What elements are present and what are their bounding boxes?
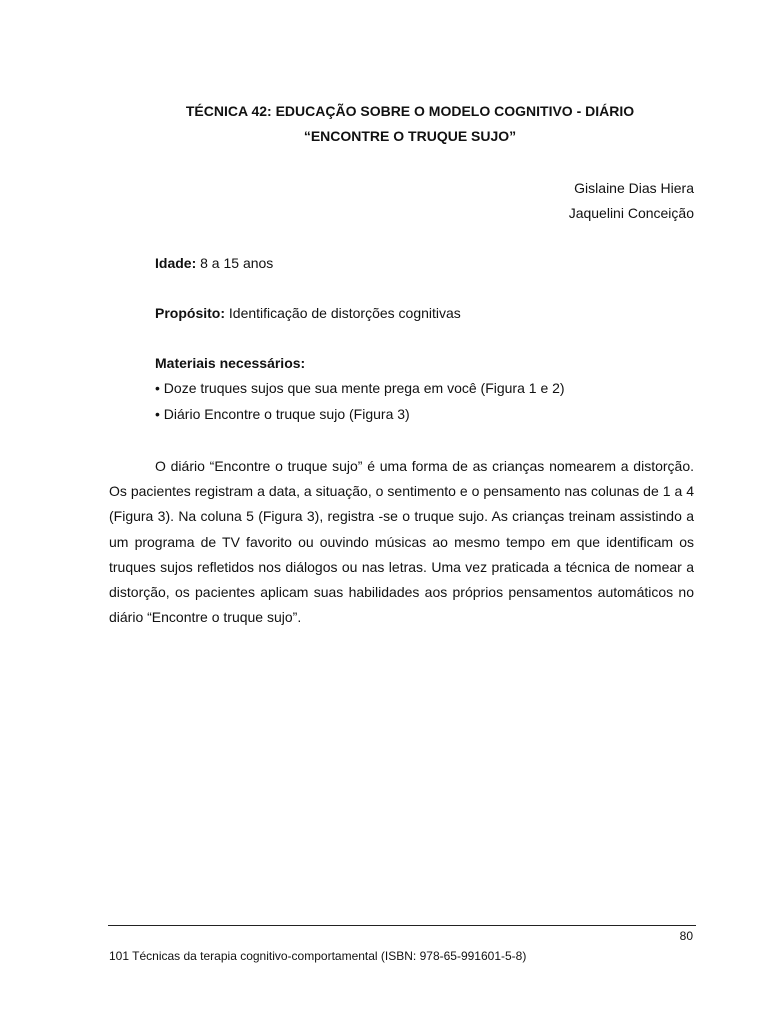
author-2: Jaquelini Conceição: [568, 205, 694, 221]
idade-label: Idade:: [155, 255, 197, 271]
body-paragraph: O diário “Encontre o truque sujo” é uma forma de as crianças nomearem a distorção. Os pacientes registram a data, a situação, o sentimento e o pensamento nas colunas de 1 a 4 (Figura 3). Na coluna 5 (Figura 3), registra -se o truque sujo. As crianças treinam assistindo a um programa de TV favorito ou ouvindo músicas ao mesmo tempo em que identificam os truques sujos refletidos nos diálogos ou nas letras. Uma vez praticada a técnica de nomear a distorção, os pacientes aplicam suas habilidades aos próprios pensamentos automáticos no diário “Encontre o truque sujo”.: [109, 458, 694, 626]
author-1: Gislaine Dias Hiera: [574, 180, 694, 196]
footer-citation: 101 Técnicas da terapia cognitivo-comportamental (ISBN: 978-65-991601-5-8): [109, 949, 527, 963]
proposito-field: [155, 303, 461, 323]
materiais-list-item: • Diário Encontre o truque sujo (Figura 3): [155, 406, 410, 422]
idade-value: 8 a 15 anos: [196, 255, 274, 271]
title-line-2: “ENCONTRE O TRUQUE SUJO”: [303, 128, 517, 144]
footer-divider: [108, 925, 696, 926]
idade-field: [155, 253, 273, 273]
materiais-list-item: • Doze truques sujos que sua mente prega em você (Figura 1 e 2): [155, 380, 565, 396]
page-number: 80: [679, 929, 693, 943]
proposito-value: Identificação de distorções cognitivas: [225, 305, 461, 321]
materiais-heading: Materiais necessários:: [155, 355, 306, 371]
title-line-1: TÉCNICA 42: EDUCAÇÃO SOBRE O MODELO COGNITIVO - DIÁRIO: [185, 103, 635, 119]
proposito-label: Propósito:: [155, 305, 225, 321]
